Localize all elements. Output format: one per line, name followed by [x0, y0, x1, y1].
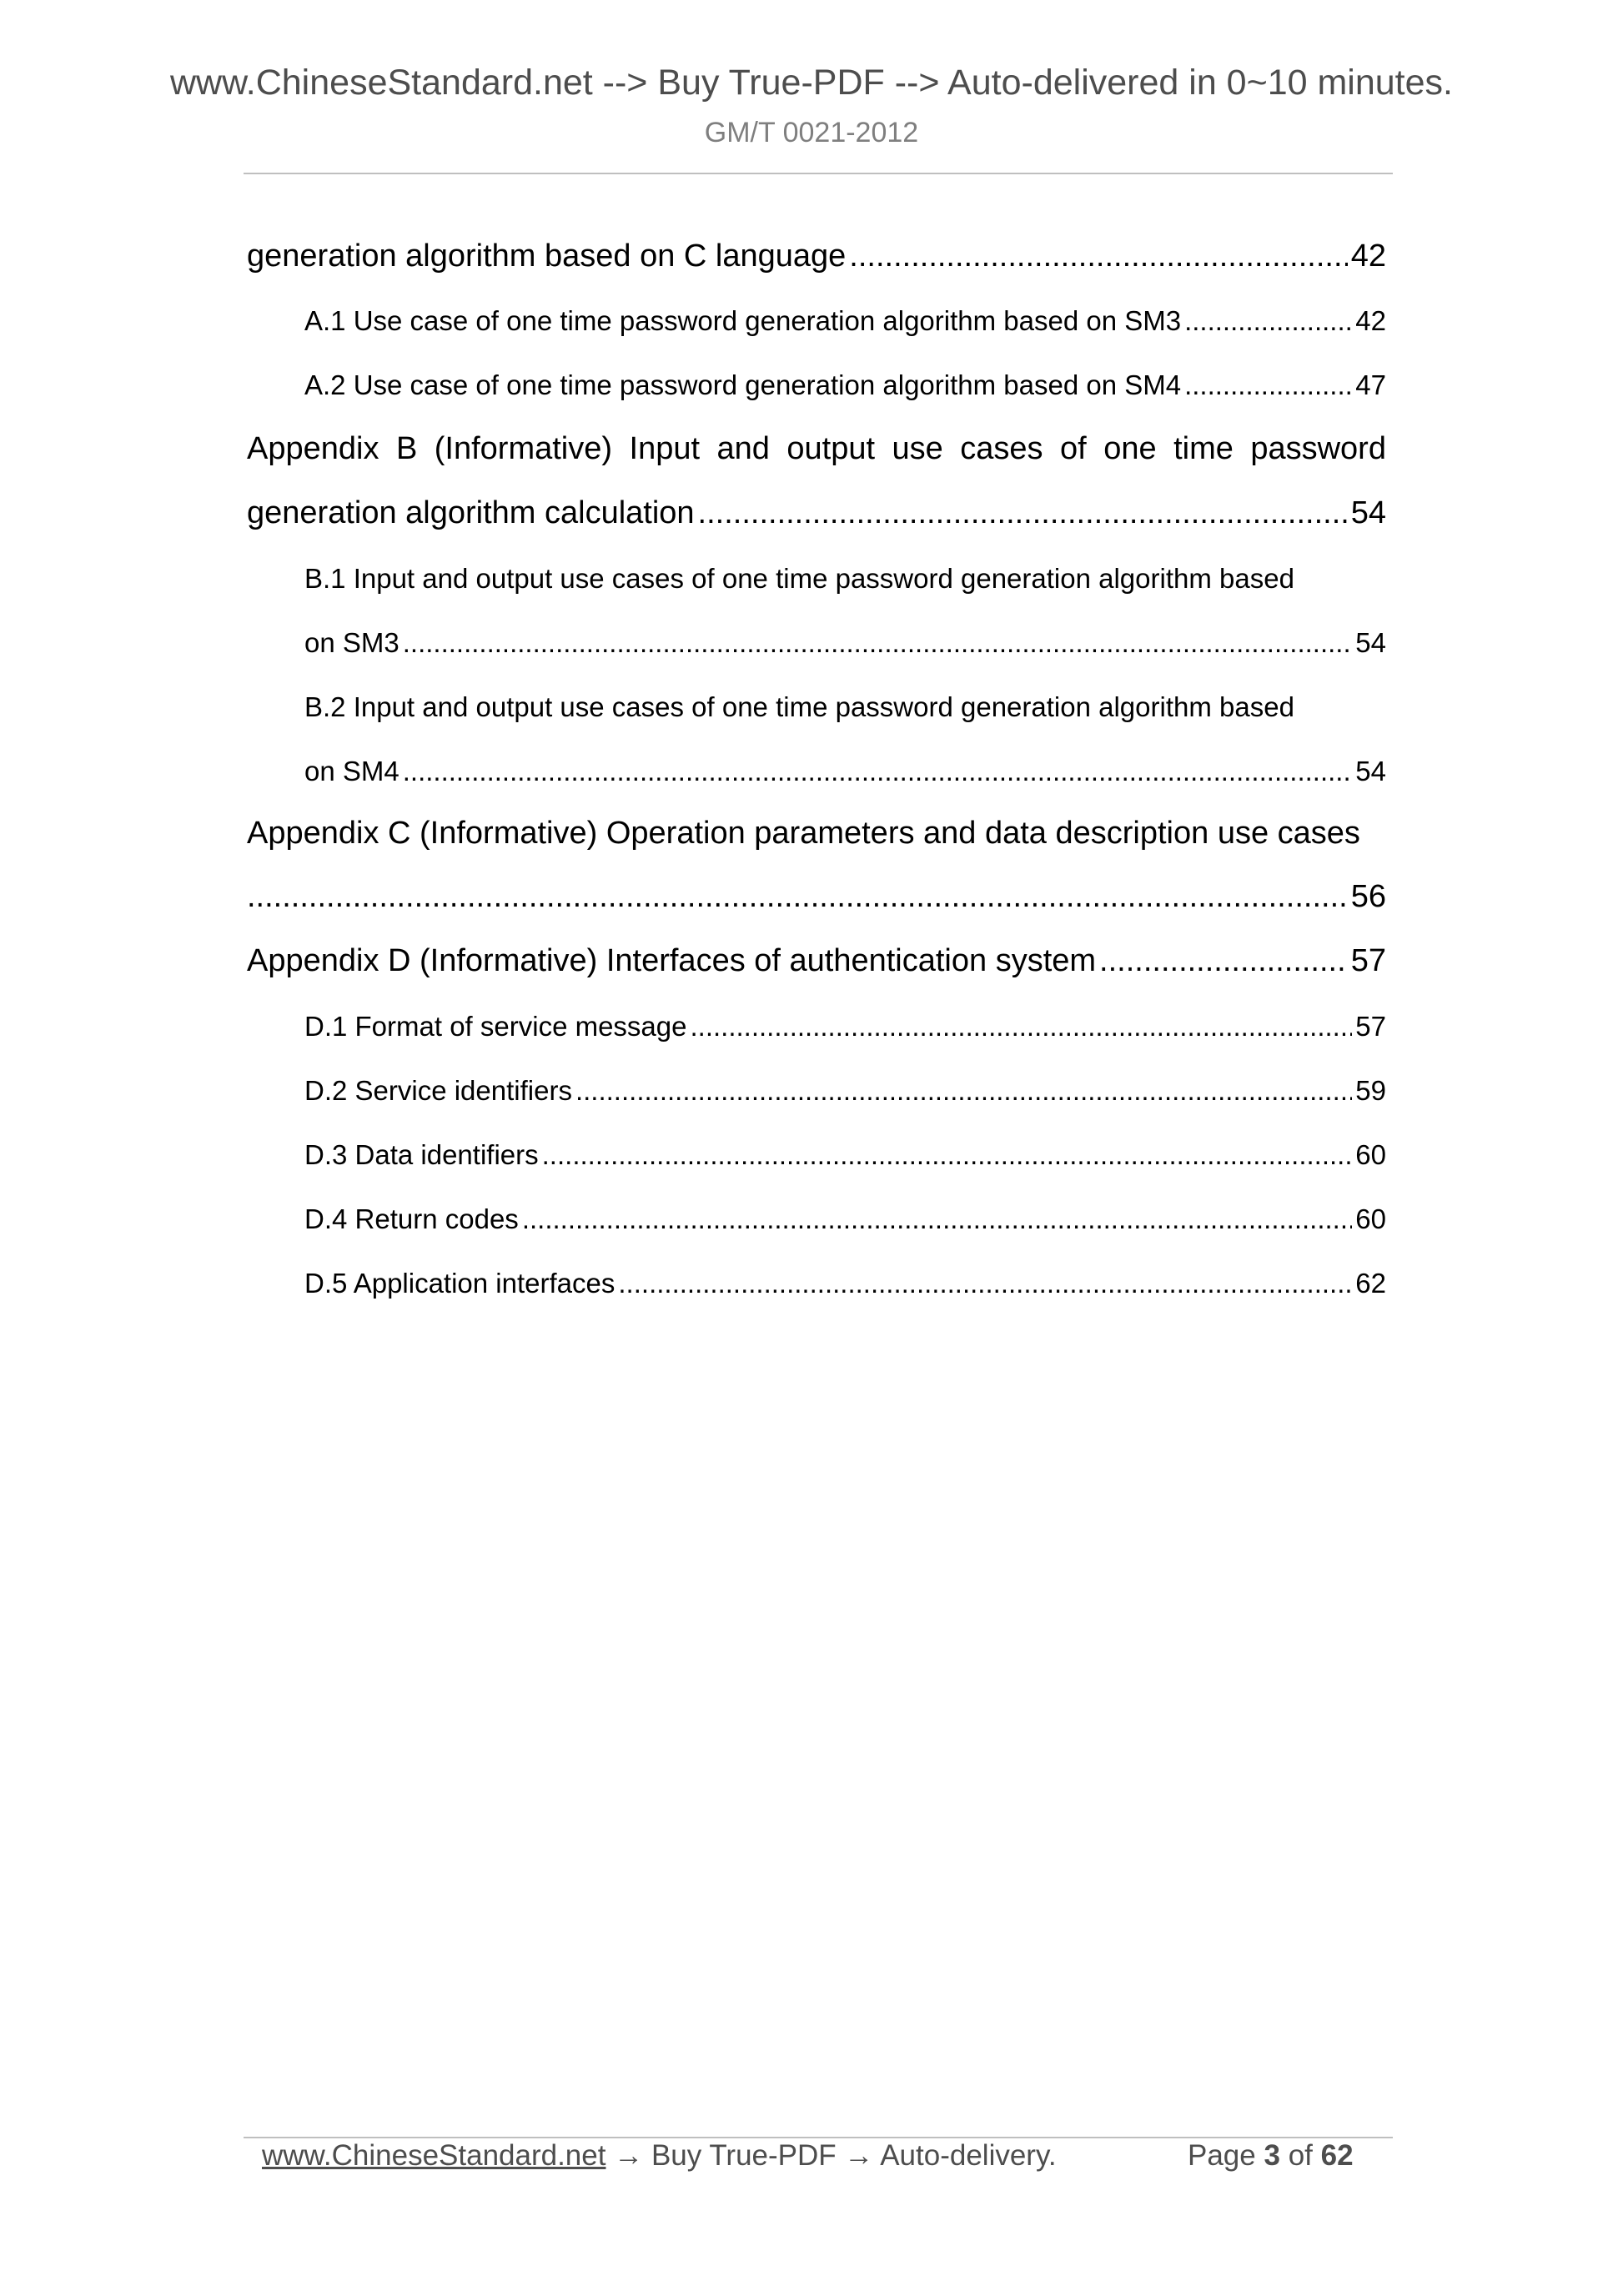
- toc-leader: [403, 627, 1353, 659]
- toc-entry-title: A.1 Use case of one time password generation algorithm based on SM3: [304, 305, 1182, 336]
- toc-entry-title[interactable]: Appendix C (Informative) Operation parameters and data description use cases: [247, 816, 1360, 851]
- toc-entry-title: A.2 Use case of one time password generation algorithm based on SM4: [304, 369, 1182, 400]
- footer-divider: [244, 2137, 1393, 2138]
- footer-site-link[interactable]: www.ChineseStandard.net: [262, 2139, 606, 2172]
- toc-word: output: [786, 431, 876, 466]
- toc-entry-page: 56: [1350, 879, 1386, 914]
- toc-entry-page: 54: [1355, 627, 1386, 658]
- toc-entry-page: 54: [1355, 756, 1386, 786]
- toc-entry-page: 60: [1355, 1203, 1386, 1234]
- toc-word: cases: [960, 431, 1043, 466]
- toc-entry[interactable]: [304, 305, 1386, 337]
- toc-entry-title: generation algorithm calculation: [247, 495, 695, 530]
- toc-leader: [1184, 305, 1352, 337]
- toc-leader: [1099, 943, 1348, 979]
- toc-entry-continuation[interactable]: [304, 756, 1386, 787]
- arrow-right-icon: →: [614, 2139, 644, 2172]
- toc-entry-continuation[interactable]: [247, 879, 1386, 915]
- toc-entry-title: generation algorithm based on C language: [247, 239, 847, 274]
- toc-entry-title[interactable]: B.2 Input and output use cases of one time password generation algorithm based: [304, 691, 1294, 722]
- toc-entry-title: D.1 Format of service message: [304, 1011, 687, 1042]
- toc-entry[interactable]: [247, 943, 1386, 979]
- page-current: 3: [1264, 2139, 1280, 2172]
- toc-word: Appendix: [247, 431, 379, 466]
- toc-entry-title: on SM4: [304, 756, 399, 786]
- toc-word: B: [395, 431, 418, 466]
- toc-leader: [522, 1203, 1352, 1235]
- toc-word: time: [1173, 431, 1234, 466]
- toc-entry-page: 54: [1350, 495, 1386, 530]
- document-code: GM/T 0021-2012: [704, 117, 919, 148]
- toc-entry-title[interactable]: B.1 Input and output use cases of one time password generation algorithm based: [304, 563, 1294, 594]
- header-divider: [244, 173, 1393, 174]
- toc-entry[interactable]: [304, 1011, 1386, 1042]
- toc-entry-title: Appendix D (Informative) Interfaces of authentication system: [247, 943, 1097, 978]
- toc-entry-page: 57: [1350, 943, 1386, 978]
- toc-leader: [618, 1268, 1352, 1299]
- toc-entry[interactable]: [247, 239, 1386, 274]
- toc-entry-page: 62: [1355, 1268, 1386, 1299]
- toc-entry[interactable]: [304, 1075, 1386, 1107]
- toc-word: use: [892, 431, 943, 466]
- toc-entry[interactable]: [304, 369, 1386, 401]
- page-total: 62: [1320, 2139, 1354, 2172]
- toc-entry-continuation[interactable]: [247, 495, 1386, 531]
- toc-entry-page: 57: [1355, 1011, 1386, 1042]
- toc-entry-heading-justified[interactable]: [247, 431, 1386, 467]
- toc-word: of: [1060, 431, 1087, 466]
- toc-leader: [247, 879, 1348, 915]
- toc-word: one: [1103, 431, 1157, 466]
- toc-entry-title: D.5 Application interfaces: [304, 1268, 616, 1299]
- toc-leader: [575, 1075, 1352, 1107]
- toc-entry-continuation[interactable]: [304, 627, 1386, 659]
- toc-word: password: [1250, 431, 1386, 466]
- footer-buy-text: Buy True-PDF: [651, 2139, 837, 2172]
- page-of: of: [1288, 2139, 1313, 2172]
- toc-leader: [542, 1139, 1353, 1171]
- footer-delivery-text: Auto-delivery.: [880, 2139, 1057, 2172]
- toc-entry[interactable]: [304, 1139, 1386, 1171]
- footer-promo: [262, 2139, 1057, 2173]
- toc-entry-page: 42: [1350, 239, 1386, 274]
- toc-entry-page: 59: [1355, 1075, 1386, 1106]
- toc-word: (Informative): [434, 431, 613, 466]
- toc-word: Input: [629, 431, 701, 466]
- page-indicator: [1188, 2139, 1354, 2173]
- arrow-right-icon: →: [844, 2139, 874, 2172]
- toc-entry[interactable]: [304, 1203, 1386, 1235]
- toc-word: and: [716, 431, 770, 466]
- page-label: Page: [1188, 2139, 1256, 2172]
- header-banner: www.ChineseStandard.net --> Buy True-PDF --> Auto-delivered in 0~10 minutes.: [169, 63, 1453, 103]
- toc-leader: [403, 756, 1353, 787]
- toc-entry-page: 42: [1355, 305, 1386, 336]
- toc-entry-title: D.2 Service identifiers: [304, 1075, 572, 1106]
- toc-leader: [691, 1011, 1353, 1042]
- toc-entry-page: 47: [1355, 369, 1386, 400]
- toc-entry-page: 60: [1355, 1139, 1386, 1170]
- toc-entry[interactable]: [304, 1268, 1386, 1299]
- toc-entry-title: D.3 Data identifiers: [304, 1139, 539, 1170]
- toc-entry-title: D.4 Return codes: [304, 1203, 519, 1234]
- toc-entry-title: on SM3: [304, 627, 399, 658]
- toc-leader: [1184, 369, 1352, 401]
- toc-leader: [698, 495, 1348, 531]
- toc-leader: [849, 239, 1347, 274]
